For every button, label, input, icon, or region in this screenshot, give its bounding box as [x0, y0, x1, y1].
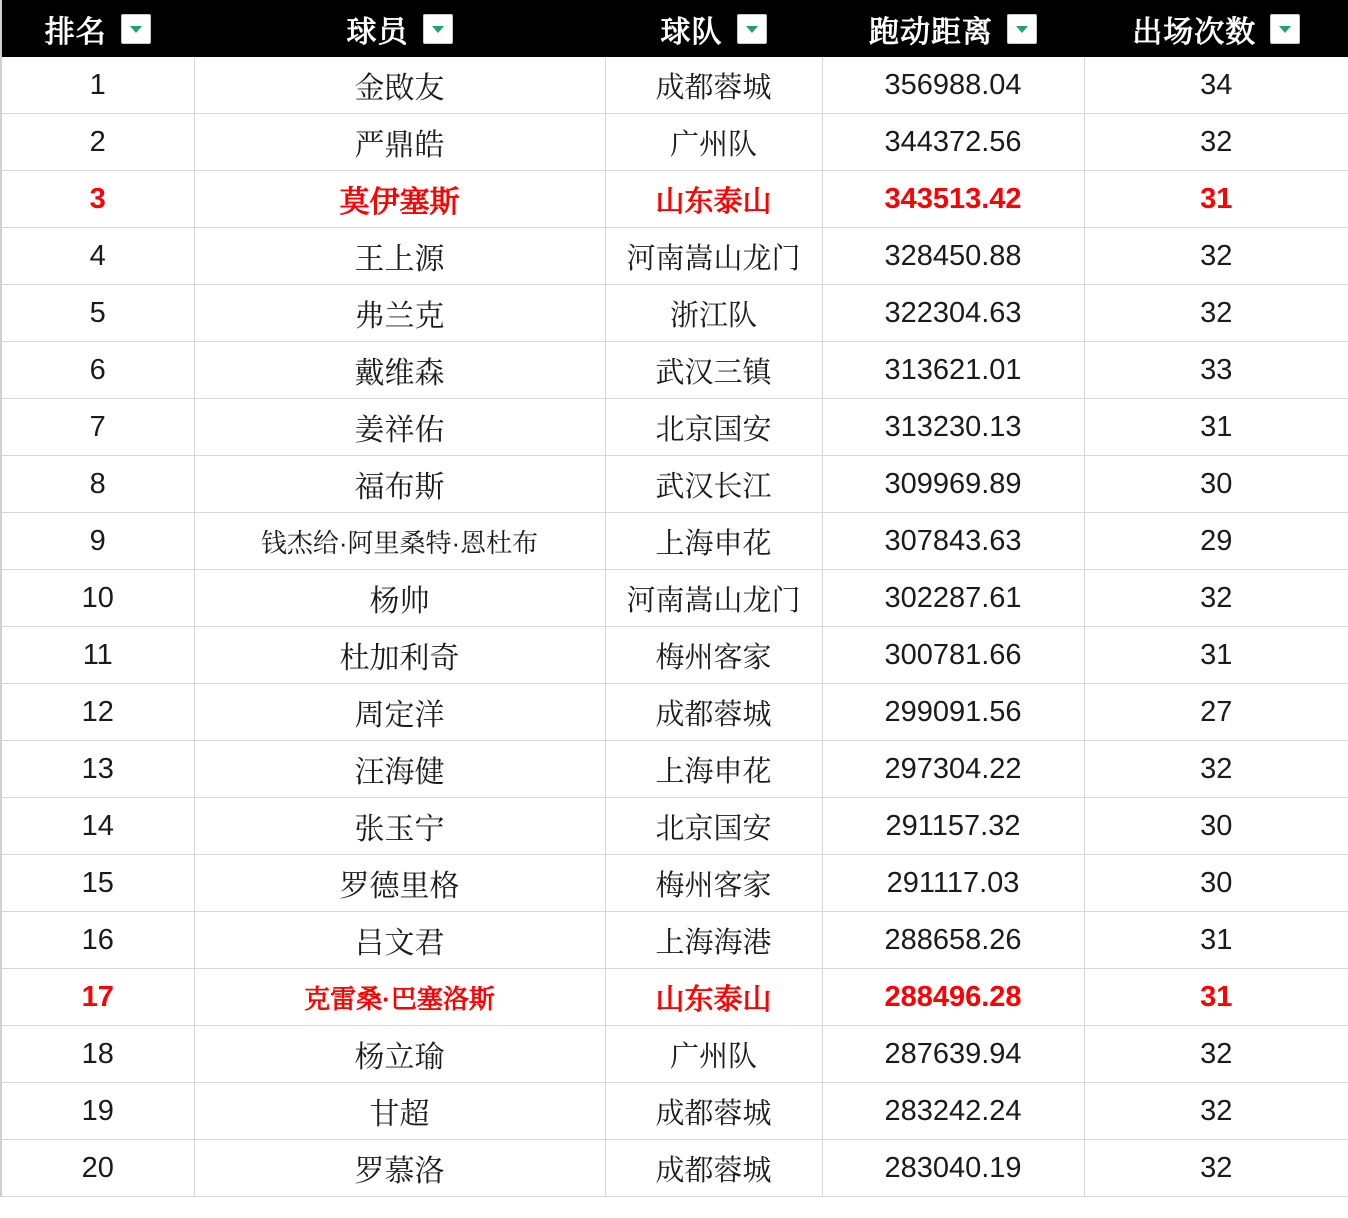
cell-player: 钱杰给·阿里桑特·恩杜布 — [194, 513, 605, 570]
cell-rank: 18 — [1, 1026, 194, 1083]
cell-appearances: 27 — [1084, 684, 1348, 741]
cell-rank: 2 — [1, 114, 194, 171]
cell-distance: 288658.26 — [822, 912, 1084, 969]
cell-appearances: 32 — [1084, 285, 1348, 342]
cell-appearances: 32 — [1084, 228, 1348, 285]
cell-player: 姜祥佑 — [194, 399, 605, 456]
table-row — [1, 627, 1348, 684]
cell-distance: 344372.56 — [822, 114, 1084, 171]
cell-distance: 283040.19 — [822, 1140, 1084, 1197]
filter-dropdown-icon[interactable] — [737, 14, 767, 44]
cell-rank: 6 — [1, 342, 194, 399]
cell-player: 克雷桑·巴塞洛斯 — [194, 969, 605, 1026]
cell-appearances: 30 — [1084, 456, 1348, 513]
cell-player: 金敃友 — [194, 57, 605, 114]
header-row — [1, 1, 1348, 57]
table-row — [1, 969, 1348, 1026]
cell-team: 山东泰山 — [605, 171, 822, 228]
cell-team: 河南嵩山龙门 — [605, 228, 822, 285]
table-row — [1, 855, 1348, 912]
cell-appearances: 29 — [1084, 513, 1348, 570]
table-row — [1, 912, 1348, 969]
cell-team: 广州队 — [605, 114, 822, 171]
column-header-rank — [1, 1, 194, 57]
cell-rank: 19 — [1, 1083, 194, 1140]
cell-appearances: 32 — [1084, 741, 1348, 798]
cell-appearances: 30 — [1084, 855, 1348, 912]
cell-player: 杜加利奇 — [194, 627, 605, 684]
cell-team: 广州队 — [605, 1026, 822, 1083]
column-header-label: 排名 — [44, 15, 107, 49]
table-row — [1, 684, 1348, 741]
cell-team: 梅州客家 — [605, 627, 822, 684]
table-row — [1, 399, 1348, 456]
cell-appearances: 32 — [1084, 1140, 1348, 1197]
table-row — [1, 228, 1348, 285]
column-header-label: 球员 — [346, 15, 409, 49]
column-header-appearances — [1084, 1, 1348, 57]
cell-appearances: 32 — [1084, 570, 1348, 627]
cell-player: 杨立瑜 — [194, 1026, 605, 1083]
cell-distance: 322304.63 — [822, 285, 1084, 342]
table-row — [1, 57, 1348, 114]
cell-appearances: 31 — [1084, 171, 1348, 228]
cell-team: 北京国安 — [605, 399, 822, 456]
cell-rank: 1 — [1, 57, 194, 114]
cell-distance: 309969.89 — [822, 456, 1084, 513]
cell-team: 河南嵩山龙门 — [605, 570, 822, 627]
table-row — [1, 741, 1348, 798]
filter-dropdown-icon[interactable] — [1007, 14, 1037, 44]
cell-team: 成都蓉城 — [605, 1140, 822, 1197]
cell-team: 上海申花 — [605, 741, 822, 798]
cell-distance: 313230.13 — [822, 399, 1084, 456]
cell-team: 成都蓉城 — [605, 1083, 822, 1140]
cell-rank: 16 — [1, 912, 194, 969]
cell-team: 成都蓉城 — [605, 57, 822, 114]
column-header-label: 跑动距离 — [869, 15, 993, 49]
cell-rank: 7 — [1, 399, 194, 456]
column-header-team — [605, 1, 822, 57]
cell-rank: 9 — [1, 513, 194, 570]
cell-rank: 17 — [1, 969, 194, 1026]
cell-rank: 3 — [1, 171, 194, 228]
cell-player: 罗慕洛 — [194, 1140, 605, 1197]
cell-team: 上海海港 — [605, 912, 822, 969]
cell-distance: 291117.03 — [822, 855, 1084, 912]
cell-team: 上海申花 — [605, 513, 822, 570]
cell-appearances: 34 — [1084, 57, 1348, 114]
cell-distance: 300781.66 — [822, 627, 1084, 684]
cell-distance: 299091.56 — [822, 684, 1084, 741]
cell-team: 武汉长江 — [605, 456, 822, 513]
cell-player: 罗德里格 — [194, 855, 605, 912]
table-row — [1, 513, 1348, 570]
column-header-label: 球队 — [660, 15, 723, 49]
cell-distance: 307843.63 — [822, 513, 1084, 570]
cell-player: 福布斯 — [194, 456, 605, 513]
cell-appearances: 31 — [1084, 969, 1348, 1026]
column-header-distance — [822, 1, 1084, 57]
cell-appearances: 32 — [1084, 1026, 1348, 1083]
cell-rank: 12 — [1, 684, 194, 741]
table-row — [1, 456, 1348, 513]
cell-player: 弗兰克 — [194, 285, 605, 342]
table-row — [1, 114, 1348, 171]
column-header-label: 出场次数 — [1132, 15, 1257, 49]
cell-rank: 11 — [1, 627, 194, 684]
table-header — [1, 1, 1348, 57]
cell-rank: 4 — [1, 228, 194, 285]
cell-player: 张玉宁 — [194, 798, 605, 855]
cell-appearances: 31 — [1084, 627, 1348, 684]
filter-dropdown-icon[interactable] — [423, 14, 453, 44]
cell-appearances: 32 — [1084, 1083, 1348, 1140]
cell-rank: 14 — [1, 798, 194, 855]
table-row — [1, 798, 1348, 855]
cell-rank: 10 — [1, 570, 194, 627]
cell-distance: 302287.61 — [822, 570, 1084, 627]
cell-player: 甘超 — [194, 1083, 605, 1140]
cell-player: 吕文君 — [194, 912, 605, 969]
cell-distance: 297304.22 — [822, 741, 1084, 798]
cell-player: 戴维森 — [194, 342, 605, 399]
cell-player: 王上源 — [194, 228, 605, 285]
table-row — [1, 570, 1348, 627]
cell-distance: 343513.42 — [822, 171, 1084, 228]
cell-player: 汪海健 — [194, 741, 605, 798]
table-row — [1, 1083, 1348, 1140]
cell-appearances: 31 — [1084, 399, 1348, 456]
table-row — [1, 1026, 1348, 1083]
column-header-player — [194, 1, 605, 57]
cell-appearances: 31 — [1084, 912, 1348, 969]
cell-team: 山东泰山 — [605, 969, 822, 1026]
cell-appearances: 30 — [1084, 798, 1348, 855]
cell-rank: 5 — [1, 285, 194, 342]
table-row — [1, 342, 1348, 399]
cell-team: 浙江队 — [605, 285, 822, 342]
cell-rank: 8 — [1, 456, 194, 513]
filter-dropdown-icon[interactable] — [121, 14, 151, 44]
cell-distance: 356988.04 — [822, 57, 1084, 114]
cell-player: 杨帅 — [194, 570, 605, 627]
table-row — [1, 285, 1348, 342]
cell-appearances: 32 — [1084, 114, 1348, 171]
cell-rank: 13 — [1, 741, 194, 798]
cell-appearances: 33 — [1084, 342, 1348, 399]
table-row — [1, 171, 1348, 228]
cell-distance: 291157.32 — [822, 798, 1084, 855]
cell-distance: 287639.94 — [822, 1026, 1084, 1083]
table-row — [1, 1140, 1348, 1197]
cell-rank: 20 — [1, 1140, 194, 1197]
cell-distance: 283242.24 — [822, 1083, 1084, 1140]
cell-team: 梅州客家 — [605, 855, 822, 912]
cell-team: 成都蓉城 — [605, 684, 822, 741]
cell-player: 莫伊塞斯 — [194, 171, 605, 228]
cell-player: 周定洋 — [194, 684, 605, 741]
cell-team: 北京国安 — [605, 798, 822, 855]
cell-team: 武汉三镇 — [605, 342, 822, 399]
cell-player: 严鼎皓 — [194, 114, 605, 171]
table-body — [1, 57, 1348, 1197]
cell-distance: 288496.28 — [822, 969, 1084, 1026]
cell-rank: 15 — [1, 855, 194, 912]
cell-distance: 328450.88 — [822, 228, 1084, 285]
cell-distance: 313621.01 — [822, 342, 1084, 399]
filter-dropdown-icon[interactable] — [1270, 14, 1300, 44]
